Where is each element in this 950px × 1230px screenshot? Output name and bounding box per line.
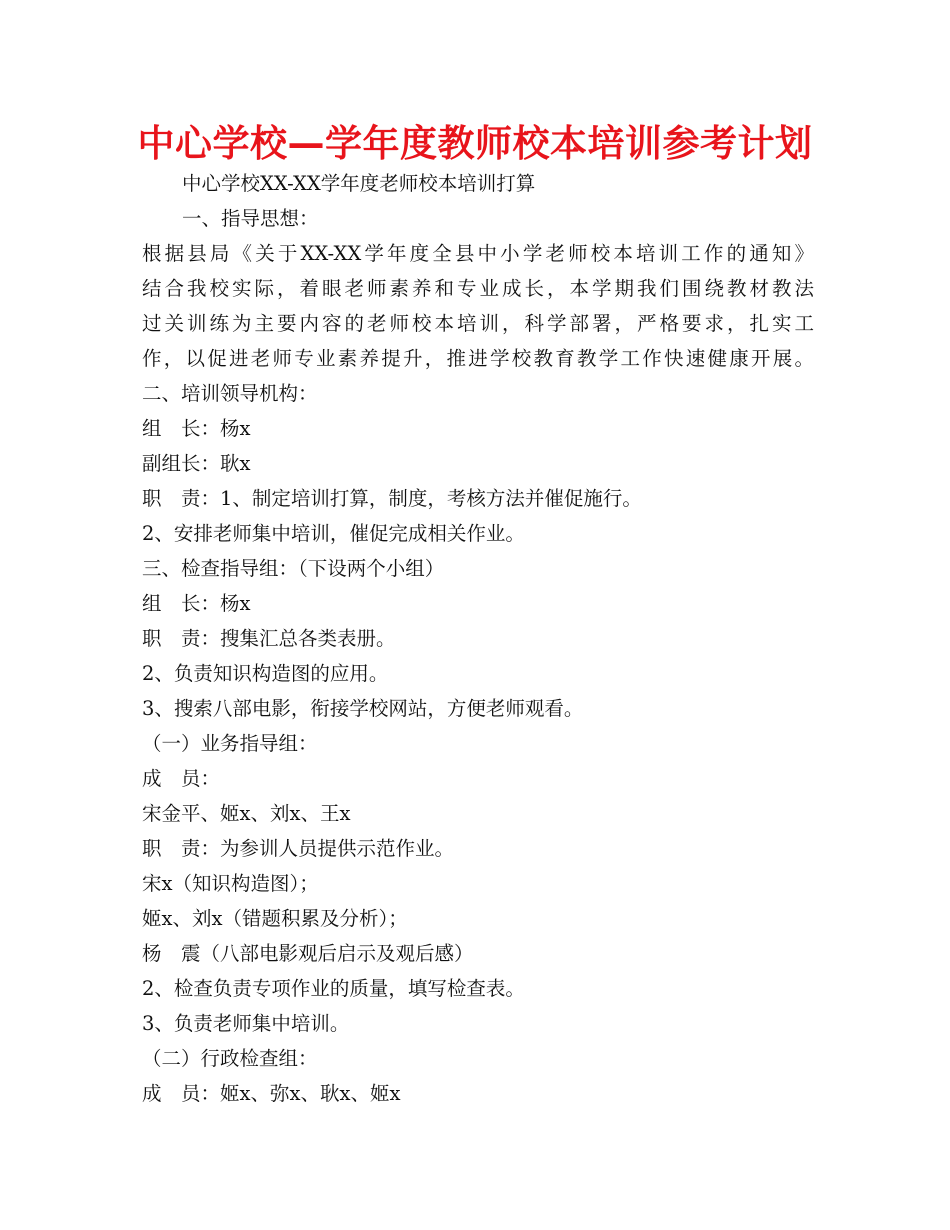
text-line: 宋金平、姬x、刘x、王x bbox=[142, 802, 351, 825]
text-line: 职 责：1、制定培训打算，制度，考核方法并催促施行。 bbox=[142, 487, 642, 510]
text-line: 3、负责老师集中培训。 bbox=[142, 1012, 350, 1035]
text-line: 职 责：搜集汇总各类表册。 bbox=[142, 627, 396, 650]
subtitle-line: 中心学校XX-XX学年度老师校本培训打算 bbox=[182, 172, 536, 195]
paragraph-line: 过关训练为主要内容的老师校本培训，科学部署，严格要求，扎实工 bbox=[142, 312, 814, 335]
text-line: 成 员： bbox=[142, 767, 221, 790]
paragraph-line: 作，以促进老师专业素养提升，推进学校教育教学工作快速健康开展。 bbox=[142, 347, 814, 370]
text-line: 3、搜索八部电影，衔接学校网站，方便老师观看。 bbox=[142, 697, 584, 720]
text-line: 成 员：姬x、弥x、耿x、姬x bbox=[142, 1082, 401, 1105]
document-title: 中心学校—学年度教师校本培训参考计划 bbox=[137, 122, 813, 165]
text-line: 2、检查负责专项作业的质量，填写检查表。 bbox=[142, 977, 525, 1000]
text-line: 宋x（知识构造图）； bbox=[142, 872, 319, 895]
subsection-heading: （二）行政检查组： bbox=[142, 1047, 318, 1070]
text-line: 职 责：为参训人员提供示范作业。 bbox=[142, 837, 455, 860]
text-line: 组 长：杨x bbox=[142, 592, 251, 615]
text-line: 姬x、刘x（错题积累及分析）； bbox=[142, 907, 408, 930]
document-body bbox=[142, 166, 814, 1111]
text-line: 副组长：耿x bbox=[142, 452, 251, 475]
section-heading: 一、指导思想： bbox=[182, 207, 319, 230]
section-heading: 三、检查指导组：（下设两个小组） bbox=[142, 557, 445, 580]
text-line: 2、负责知识构造图的应用。 bbox=[142, 662, 389, 685]
subsection-heading: （一）业务指导组： bbox=[142, 732, 318, 755]
paragraph-line: 根据县局《关于XX-XX学年度全县中小学老师校本培训工作的通知》 bbox=[142, 242, 814, 265]
text-line: 杨 震（八部电影观后启示及观后感） bbox=[142, 942, 474, 965]
paragraph-line: 结合我校实际，着眼老师素养和专业成长，本学期我们围绕教材教法 bbox=[142, 277, 814, 300]
section-heading: 二、培训领导机构： bbox=[142, 382, 318, 405]
text-line: 2、安排老师集中培训，催促完成相关作业。 bbox=[142, 522, 525, 545]
text-line: 组 长：杨x bbox=[142, 417, 251, 440]
